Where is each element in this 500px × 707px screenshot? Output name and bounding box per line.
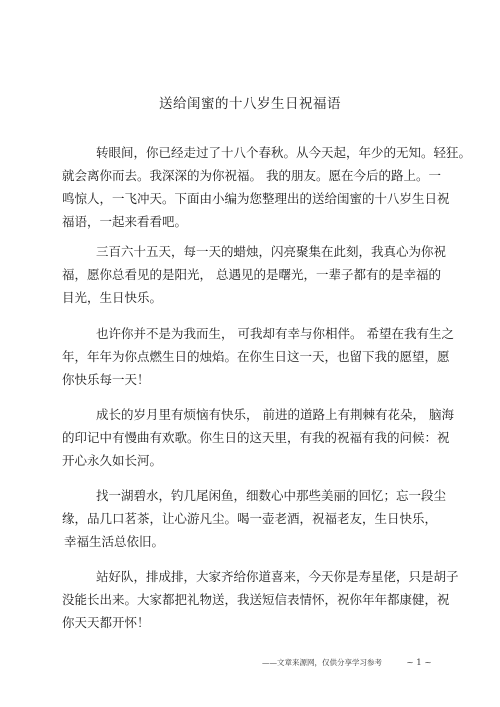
paragraph (62, 403, 454, 472)
paragraph (62, 565, 459, 634)
document-title: 送给闺蜜的十八岁生日祝福语 (159, 96, 341, 112)
paragraph-line: 成长的岁月里有烦恼有快乐， 前进的道路上有荆棘有花朵， 脑海 (96, 407, 454, 422)
page-footer (262, 657, 431, 668)
paragraph-line: 就会离你而去。我深深的为你祝福。 我的朋友。愿在今后的路上。一 (62, 168, 441, 183)
paragraph (62, 322, 454, 391)
paragraph-line: 你天天都开怀！ (62, 615, 150, 630)
paragraph-line: 站好队，排成排，大家齐给你道喜来，今天你是寿星佬，只是胡子 (96, 569, 459, 584)
paragraph (62, 240, 447, 309)
paragraph-line: 找一湖碧水，钓几尾闲鱼，细数心中那些美丽的回忆；忘一段尘 (96, 488, 447, 503)
paragraph-line: 也许你并不是为我而生， 可我却有幸与你相伴。 希望在我有生之 (96, 326, 454, 341)
paragraph-line: 福，愿你总看见的是阳光， 总遇见的是曙光，一辈子都有的是幸福的 (62, 267, 441, 282)
paragraph-line: 三百六十五天，每一天的蜡烛，闪亮聚集在此刻，我真心为你祝 (96, 244, 447, 259)
paragraph-line: 开心永久如长河。 (62, 453, 163, 468)
paragraph-line: 缘，品几口茗茶，让心游凡尘。喝一壶老酒，祝福老友，生日快乐， (62, 511, 438, 526)
footer-source-note: ——文章来源网，仅供分享学习参考 (262, 658, 382, 667)
paragraph-line: 幸福生活总依旧。 (64, 534, 165, 549)
paragraph (62, 141, 472, 233)
paragraph-line: 目光，生日快乐。 (62, 290, 163, 305)
paragraph-line: 的印记中有慢曲有欢歌。你生日的这天里，有我的祝福有我的问候：祝 (62, 430, 450, 445)
paragraph-line: 转眼间，你已经走过了十八个春秋。从今天起，年少的无知。轻狂。 (96, 145, 472, 160)
page-number: ~ 1 ~ (406, 658, 432, 668)
paragraph (62, 484, 447, 553)
paragraph-line: 没能长出来。大家都把礼物送，我送短信表情怀，祝你年年都康健，祝 (62, 592, 450, 607)
paragraph-line: 你快乐每一天！ (62, 372, 150, 387)
paragraph-line: 福语，一起来看看吧。 (62, 214, 188, 229)
paragraph-line: 鸣惊人，一飞冲天。下面由小编为您整理出的送给闺蜜的十八岁生日祝 (62, 191, 450, 206)
paragraph-line: 年，年年为你点燃生日的烛焰。在你生日这一天，也留下我的愿望，愿 (62, 349, 450, 364)
